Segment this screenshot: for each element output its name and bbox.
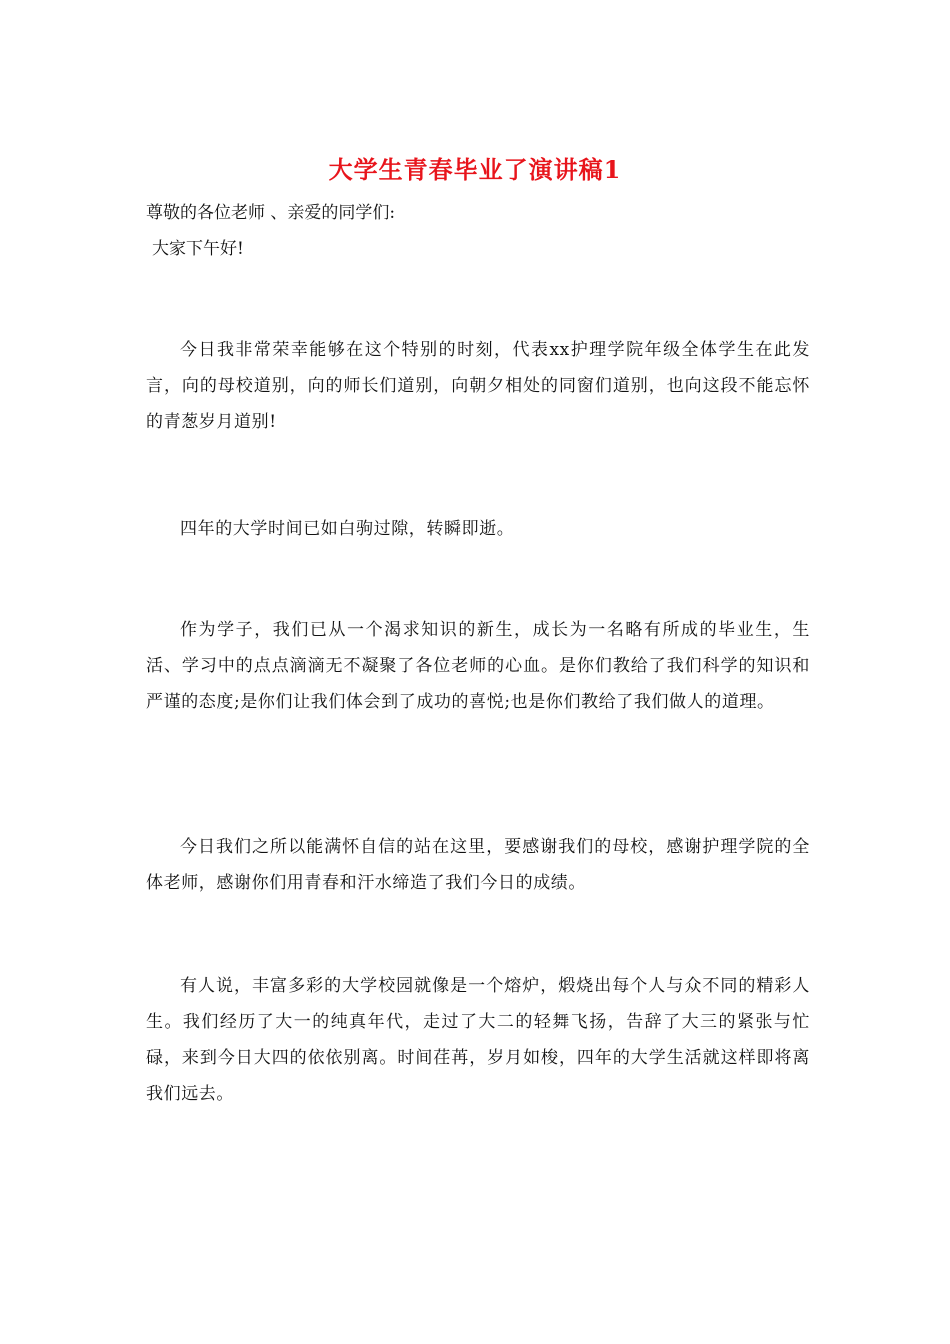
salutation: 尊敬的各位老师 、亲爱的同学们: — [146, 203, 396, 223]
document-title: 大学生青春毕业了演讲稿1 — [328, 155, 622, 184]
paragraph: 今日我们之所以能满怀自信的站在这里，要感谢我们的母校，感谢护理学院的全体老师，感谢你们用青春和汗水缔造了我们今日的成绩。 — [146, 837, 810, 893]
paragraph: 作为学子，我们已从一个渴求知识的新生，成长为一名略有所成的毕业生，生活、学习中的点点滴滴无不凝聚了各位老师的心血。是你们教给了我们科学的知识和严谨的态度;是你们让我们体会到了成功的喜悦;也是你们教给了我们做人的道理。 — [146, 620, 810, 712]
paragraph: 四年的大学时间已如白驹过隙，转瞬即逝。 — [180, 519, 515, 539]
greeting: 大家下午好! — [152, 239, 244, 259]
paragraph: 有人说，丰富多彩的大学校园就像是一个熔炉，煅烧出每个人与众不同的精彩人生。我们经历了大一的纯真年代，走过了大二的轻舞飞扬，告辞了大三的紧张与忙碌，来到今日大四的依依别离。时间荏苒，岁月如梭，四年的大学生活就这样即将离我们远去。 — [146, 976, 810, 1104]
paragraph: 今日我非常荣幸能够在这个特别的时刻，代表xx护理学院年级全体学生在此发言，向的母校道别，向的师长们道别，向朝夕相处的同窗们道别，也向这段不能忘怀的青葱岁月道别! — [146, 340, 810, 432]
